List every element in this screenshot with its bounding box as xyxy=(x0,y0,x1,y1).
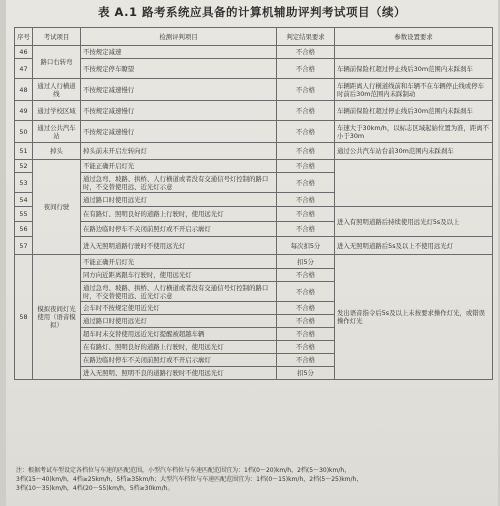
row-number: 56 xyxy=(15,222,33,237)
header-no: 序号 xyxy=(15,28,33,46)
param: 通过公共汽车站台前30m范围内未踩刹车 xyxy=(335,143,493,160)
exam-item: 模拟夜间灯光使用（语音模拟） xyxy=(33,255,81,380)
param: 车速大于30km/h，以标志区域起始位置为准，距离不小于30m xyxy=(335,121,493,143)
criterion: 超车时未交替使用远近光灯提醒被超越车辆 xyxy=(81,328,277,341)
criterion: 会车时不按规定使用近光灯 xyxy=(81,302,277,315)
footnote-line: 3档(15～40)km/h，4档≥25km/h，5档≥35km/h；大型汽车档位与车速匹配范围宜为：1档(0～15)km/h，2档(5～25)km/h， xyxy=(16,476,363,483)
param: 进入无照明道路后5s及以上不使用远光灯 xyxy=(335,237,493,255)
table-footnote xyxy=(16,466,494,493)
result: 不合格 xyxy=(277,269,335,282)
result: 不合格 xyxy=(277,173,335,193)
result: 不合格 xyxy=(277,354,335,367)
param: 进入有照明道路后持续使用远光灯5s及以上 xyxy=(335,207,493,237)
result: 不合格 xyxy=(277,79,335,101)
result: 扣5分 xyxy=(277,367,335,380)
result: 不合格 xyxy=(277,282,335,302)
criterion: 不能正确开启灯光 xyxy=(81,255,277,269)
param: 车辆前保险杠超过停止线后30m范围内未踩刹车 xyxy=(335,101,493,121)
criterion: 在有路灯、照明良好的道路上行驶时，使用远光灯 xyxy=(81,207,277,222)
row-number: 49 xyxy=(15,101,33,121)
criterion: 不按规定减速慢行 xyxy=(81,101,277,121)
criterion: 通过急弯、坡路、拱桥、人行横道或者没有交通信号灯控制的路口时，不交替使用远、近光灯示意 xyxy=(81,173,277,193)
criterion: 进入无照明道路行驶时不使用远光灯 xyxy=(81,237,277,255)
result: 每次扣5分 xyxy=(277,237,335,255)
result: 不合格 xyxy=(277,341,335,354)
criterion: 不按规定停车瞭望 xyxy=(81,59,277,79)
row-number: 48 xyxy=(15,79,33,101)
criterion: 在路边临时停车不关闭前照灯或不开启示廓灯 xyxy=(81,222,277,237)
table-title: 表 A.1 路考系统应具备的计算机辅助评判考试项目（续） xyxy=(98,5,406,19)
header-row xyxy=(15,28,493,46)
param: 发出语音指令后5s及以上未按要求操作灯光，或错误操作灯光 xyxy=(335,255,493,380)
exam-item: 通过人行横道线 xyxy=(33,79,81,101)
exam-item: 夜间行驶 xyxy=(33,160,81,255)
criterion: 同方向近距离跟车行驶时，使用远光灯 xyxy=(81,269,277,282)
table-row xyxy=(15,59,493,79)
criterion: 通过急弯、坡路、拱桥、人行横道或者没有交通信号灯控制的路口时，不交替使用远、近光灯示意 xyxy=(81,282,277,302)
exam-item: 通过公共汽车站 xyxy=(33,121,81,143)
row-number: 50 xyxy=(15,121,33,143)
row-number: 47 xyxy=(15,59,33,79)
param: 车辆前保险杠超过停止线后30m范围内未踩刹车 xyxy=(335,59,493,79)
result: 不合格 xyxy=(277,193,335,207)
row-number: 53 xyxy=(15,173,33,193)
criterion: 在有路灯、照明良好的道路上行驶时，使用远光灯 xyxy=(81,341,277,354)
result: 不合格 xyxy=(277,101,335,121)
exam-item: 通过学校区域 xyxy=(33,101,81,121)
footnote-line: 3档(10～35)km/h，4档(20～55)km/h，5档≥30km/h。 xyxy=(16,485,174,492)
exam-items-table xyxy=(14,27,493,380)
criterion: 通过路口时使用远光灯 xyxy=(81,315,277,328)
param: 车辆距离人行横道线前和车辆不在车辆停止线或停车时前后30m范围内未踩制动 xyxy=(335,79,493,101)
header-criterion: 检测评判项目 xyxy=(81,28,277,46)
result: 不合格 xyxy=(277,328,335,341)
row-number: 54 xyxy=(15,193,33,207)
table-row xyxy=(15,46,493,59)
result: 不合格 xyxy=(277,59,335,79)
criterion: 不能正确开启灯光 xyxy=(81,160,277,173)
criterion: 不按规定减速慢行 xyxy=(81,79,277,101)
table-row xyxy=(15,121,493,143)
row-number: 55 xyxy=(15,207,33,222)
criterion: 掉头前未开启左转向灯 xyxy=(81,143,277,160)
result: 不合格 xyxy=(277,121,335,143)
table-row xyxy=(15,143,493,160)
exam-item: 路口右转弯 xyxy=(33,46,81,79)
exam-item: 掉头 xyxy=(33,143,81,160)
result: 不合格 xyxy=(277,302,335,315)
table-row xyxy=(15,160,493,173)
table-row xyxy=(15,255,493,269)
result: 扣5分 xyxy=(277,255,335,269)
criterion: 不按规定减速 xyxy=(81,46,277,59)
param xyxy=(335,46,493,59)
row-number: 51 xyxy=(15,143,33,160)
header-result: 判定结果要求 xyxy=(277,28,335,46)
row-number: 46 xyxy=(15,46,33,59)
result: 不合格 xyxy=(277,222,335,237)
result: 不合格 xyxy=(277,143,335,160)
header-param: 参数设置要求 xyxy=(335,28,493,46)
criterion: 在路边临时停车不关闭前照灯或不开启示廓灯 xyxy=(81,354,277,367)
table-row xyxy=(15,207,493,222)
criterion: 不按规定减速慢行 xyxy=(81,121,277,143)
document-page xyxy=(6,0,498,506)
param-empty xyxy=(335,160,493,207)
header-item: 考试项目 xyxy=(33,28,81,46)
result: 不合格 xyxy=(277,207,335,222)
result: 不合格 xyxy=(277,315,335,328)
criterion: 进入无照明、照明不良的道路行驶时不使用远光灯 xyxy=(81,367,277,380)
row-number: 52 xyxy=(15,160,33,173)
criterion: 通过路口时使用远光灯 xyxy=(81,193,277,207)
result: 不合格 xyxy=(277,160,335,173)
footnote-line: 注：根据考试车型设定各档位与车速的匹配范围，小型汽车档位与车速匹配范围宜为：1档(0～20)km/h，2档(5～30)km/h， xyxy=(16,467,351,474)
table-row xyxy=(15,79,493,101)
table-row xyxy=(15,237,493,255)
table-row xyxy=(15,101,493,121)
result: 不合格 xyxy=(277,46,335,59)
row-number: 57 xyxy=(15,237,33,255)
row-number: 58 xyxy=(15,255,33,380)
